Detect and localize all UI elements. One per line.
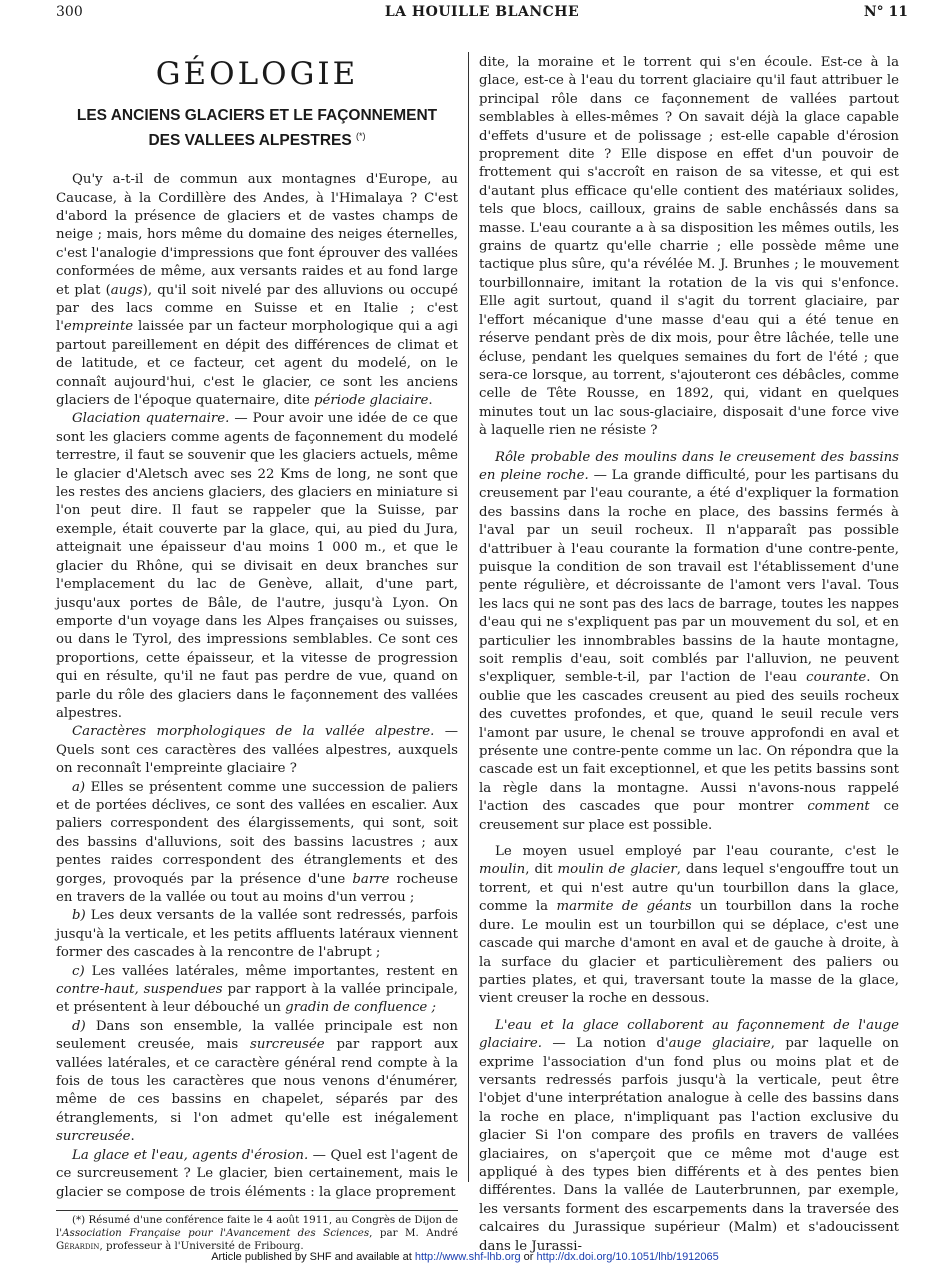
footnote-rule bbox=[56, 1210, 458, 1211]
publication-credit: Article published by SHF and available at http://www.shf-lhb.org or http://dx.doi.org/10.1051/lhb/1912065 bbox=[211, 1251, 719, 1263]
article-title-line-2: DES VALLEES ALPESTRES bbox=[148, 132, 352, 150]
article-title-line-1: LES ANCIENS GLACIERS ET LE FAÇONNEMENT bbox=[76, 107, 438, 124]
doi-link[interactable]: http://dx.doi.org/10.1051/lhb/1912065 bbox=[536, 1251, 719, 1263]
right-column bbox=[479, 54, 899, 1256]
paragraph-moulin-usage: Le moyen usuel employé par l'eau courante, c'est le moulin, dit moulin de glacier, dans lequel s'engouffre tout un torrent, et qui n'est autre qu'un tourbillon dans la glace, comme la marmite de géants un tourbillon dans la roche dure. Le moulin est un tourbillon qui se déplace, c'est une cascade qui marche d'amont en aval et de gauche à droite, à la surface du glacier et particulièrement des paliers ou parties plates, et qui, traversant toute la masse de la glace, vient creuser la roche en dessous. bbox=[479, 844, 899, 1007]
footnote: (*) Résumé d'une conférence faite le 4 août 1911, au Congrès de Dijon de l'Association Française pour l'Avancement des Sciences, par M. André Gérardin, professeur à l'Université de Fribourg. bbox=[56, 1213, 458, 1252]
paragraph-auge: L'eau et la glace collaborent au façonnement de l'auge glaciaire. — La notion d'auge glaciaire, par laquelle on exprime l'association d'un fond plus ou moins plat et de versants redressés parfois jusqu'à la verticale, peut être l'objet d'une interprétation analogue à celle des bassins dans la roche en place, n'impliquant pas l'action exclusive du glacier Si l'on compare des profils en travers de vallées glaciaires, on s'aperçoit que ce même mot d'auge est appliqué à des types bien différents et à des pentes bien différentes. Dans la vallée de Lauterbrunnen, par exemple, les versants forment des escarpements dans la traversée des calcaires du Jurassique supérieur (Malm) et s'adoucissent dans le Jurassi- bbox=[479, 1017, 899, 1254]
shf-link[interactable]: http://www.shf-lhb.org bbox=[414, 1251, 521, 1263]
footnote-marker: (*) bbox=[356, 131, 366, 141]
list-item-c: c) Les vallées latérales, même importantes, restent en contre-haut, suspendues par rapport à la vallée principale, et présentent à leur débouché un gradin de confluence ; bbox=[56, 963, 458, 1016]
article-title bbox=[56, 106, 458, 151]
paragraph-glaciation: Glaciation quaternaire. — Pour avoir une idée de ce que sont les glaciers comme agents de façonnement du modelé terrestre, il faut se souvenir que les glaciers actuels, même le glacier d'Aletsch avec ses 22 Kms de long, ne sont que les restes des anciens glaciers, des glaciers en miniature si l'on peut dire. Il faut se rappeler que la Suisse, par exemple, était couverte par la glace, qui, au pied du Jura, atteignait une épaisseur d'au moins 1 000 m., et que le glacier du Rhône, qui se divisait en deux branches sur l'emplacement du lac de Genève, allait, d'une part, jusqu'aux portes de Bâle, de l'autre, jusqu'à Lyon. On emporte d'un voyage dans les Alpes françaises ou suisses, ou dans le Tyrol, des impressions semblables. Ce sont ces proportions, cette épaisseur, et la vitesse de progression qui en résulte, qu'il ne faut pas perdre de vue, quand on parle du rôle des glaciers dans le façonnement des vallées alpestres. bbox=[56, 411, 458, 721]
paragraph-moulins: Rôle probable des moulins dans le creusement des bassins en pleine roche. — La grande difficulté, pour les partisans du creusement par l'eau courante, a été d'expliquer la formation des bassins dans la roche en place, des bassins fermés à l'aval par un seuil rocheux. Il n'apparaît pas possible d'attribuer à l'eau courante la formation d'une contre-pente, puisque la condition de son travail est l'établissement d'une pente régulière, et décroissante de l'amont vers l'aval. Tous les lacs qui ne sont pas des lacs de barrage, toutes les nappes d'eau qui ne s'expliquent pas par un mouvement du sol, et en particulier les innombrables bassins de la haute montagne, soit remplis d'eau, soit comblés par l'alluvion, ne peuvent s'expliquer, semble-t-il, par l'action de l'eau courante. On oublie que les cascades creusent au pied des seuils rocheux des cuvettes profondes, et que, quand le seuil recule vers l'amont par usure, le chenal se trouve approfondi en aval et présente une contre-pente comme un lac. On répondra que la cascade est un fait exceptionnel, et que les petits bassins sont la règle dans la montagne. Aussi n'avons-nous rappelé l'action des cascades que pour montrer comment ce creusement sur place est possible. bbox=[479, 449, 899, 833]
paragraph-intro: Qu'y a-t-il de commun aux montagnes d'Europe, au Caucase, à la Cordillère des Andes, à l'Himalaya ? C'est d'abord la présence de glaciers et de vastes champs de neige ; mais, hors même du domaine des neiges éternelles, c'est l'analogie d'impressions que font éprouver des vallées conformées de même, aux versants raides et au fond large et plat (augs), qu'il soit nivelé par des alluvions ou occupé par des lacs comme en Suisse et en Italie ; c'est l'empreinte laissée par un facteur morphologique qui a agi partout pareillement en dépit des différences de climat et de latitude, et ce facteur, cet agent du modelé, on le connaît aujourd'hui, c'est le glacier, ce sont les anciens glaciers de l'époque quaternaire, dite période glaciaire. bbox=[56, 172, 459, 409]
left-column bbox=[56, 52, 458, 1253]
column-divider bbox=[468, 52, 469, 1182]
issue-number: N° 11 bbox=[863, 4, 908, 20]
list-item-a: a) Elles se présentent comme une succession de paliers et de portées déclives, ce sont des vallées en escalier. Aux paliers correspondent des élargissements, qui sont, soit des bassins d'alluvions, soit des bassins lacustres ; aux pentes raides correspondent des étranglements et des gorges, provoqués par la présence d'une barre rocheuse en travers de la vallée ou tout au moins d'un verrou ; bbox=[56, 779, 458, 905]
section-title: GÉOLOGIE bbox=[155, 56, 359, 92]
list-item-d: d) Dans son ensemble, la vallée principale est non seulement creusée, mais surcreusée par rapport aux vallées latérales, et ce caractère général rend compte à la fois de tous les caractères que nous venons d'énumérer, même de ces bassins en chapelet, séparés par des étranglements, si l'on admet qu'elle est inégalement surcreusée. bbox=[56, 1018, 458, 1145]
page-number: 300 bbox=[56, 4, 83, 20]
paragraph-erosion: La glace et l'eau, agents d'érosion. — Quel est l'agent de ce surcreusement ? Le glacier, bien certainement, mais le glacier se compose de trois éléments : la glace proprement bbox=[56, 1147, 459, 1200]
journal-title: LA HOUILLE BLANCHE bbox=[384, 4, 580, 20]
list-item-b: b) Les deux versants de la vallée sont redressés, parfois jusqu'à la verticale, et les petits affluents latéraux viennent former des cascades à la rencontre de l'abrupt ; bbox=[56, 908, 458, 961]
paragraph-characters: Caractères morphologiques de la vallée alpestre. — Quels sont ces caractères des vallées alpestres, auxquels on reconnaît l'empreinte glaciaire ? bbox=[56, 724, 458, 777]
page-header bbox=[56, 2, 908, 24]
paragraph-continuation: dite, la moraine et le torrent qui s'en écoule. Est-ce à la glace, est-ce à l'eau du torrent glaciaire qu'il faut attribuer le principal rôle dans ce façonnement de vallées partout semblables à elles-mêmes ? On savait déjà la glace capable d'effets d'usure et de polissage ; est-elle capable d'érosion proprement dite ? Elle dispose en effet d'un pouvoir de frottement qui s'accroît en raison de sa vitesse, et qui est d'autant plus efficace qu'elle contient des matériaux solides, tels que blocs, cailloux, grains de sable enchâssés dans sa masse. L'eau courante a à sa disposition les mêmes outils, les grains de quartz qu'elle charrie ; elle possède même une tactique plus sûre, qu'a révélée M. J. Brunhes ; le mouvement tourbillonnaire, imitant la rotation de la vis qui s'enfonce. Elle agit surtout, quand il s'agit du torrent glaciaire, par l'effort mécanique d'une masse d'eau qui a été tenue en réserve pendant près de dix mois, pour être lâchée, telle une écluse, pendant les quelques semaines du fort de l'été ; que sera-ce lorsque, au torrent, s'ajouteront ces débâcles, comme celle de Tête Rousse, en 1892, qui, vidant en quelques minutes tout un lac sous-glaciaire, disposait d'une force vive à laquelle rien ne résiste ? bbox=[479, 55, 899, 439]
